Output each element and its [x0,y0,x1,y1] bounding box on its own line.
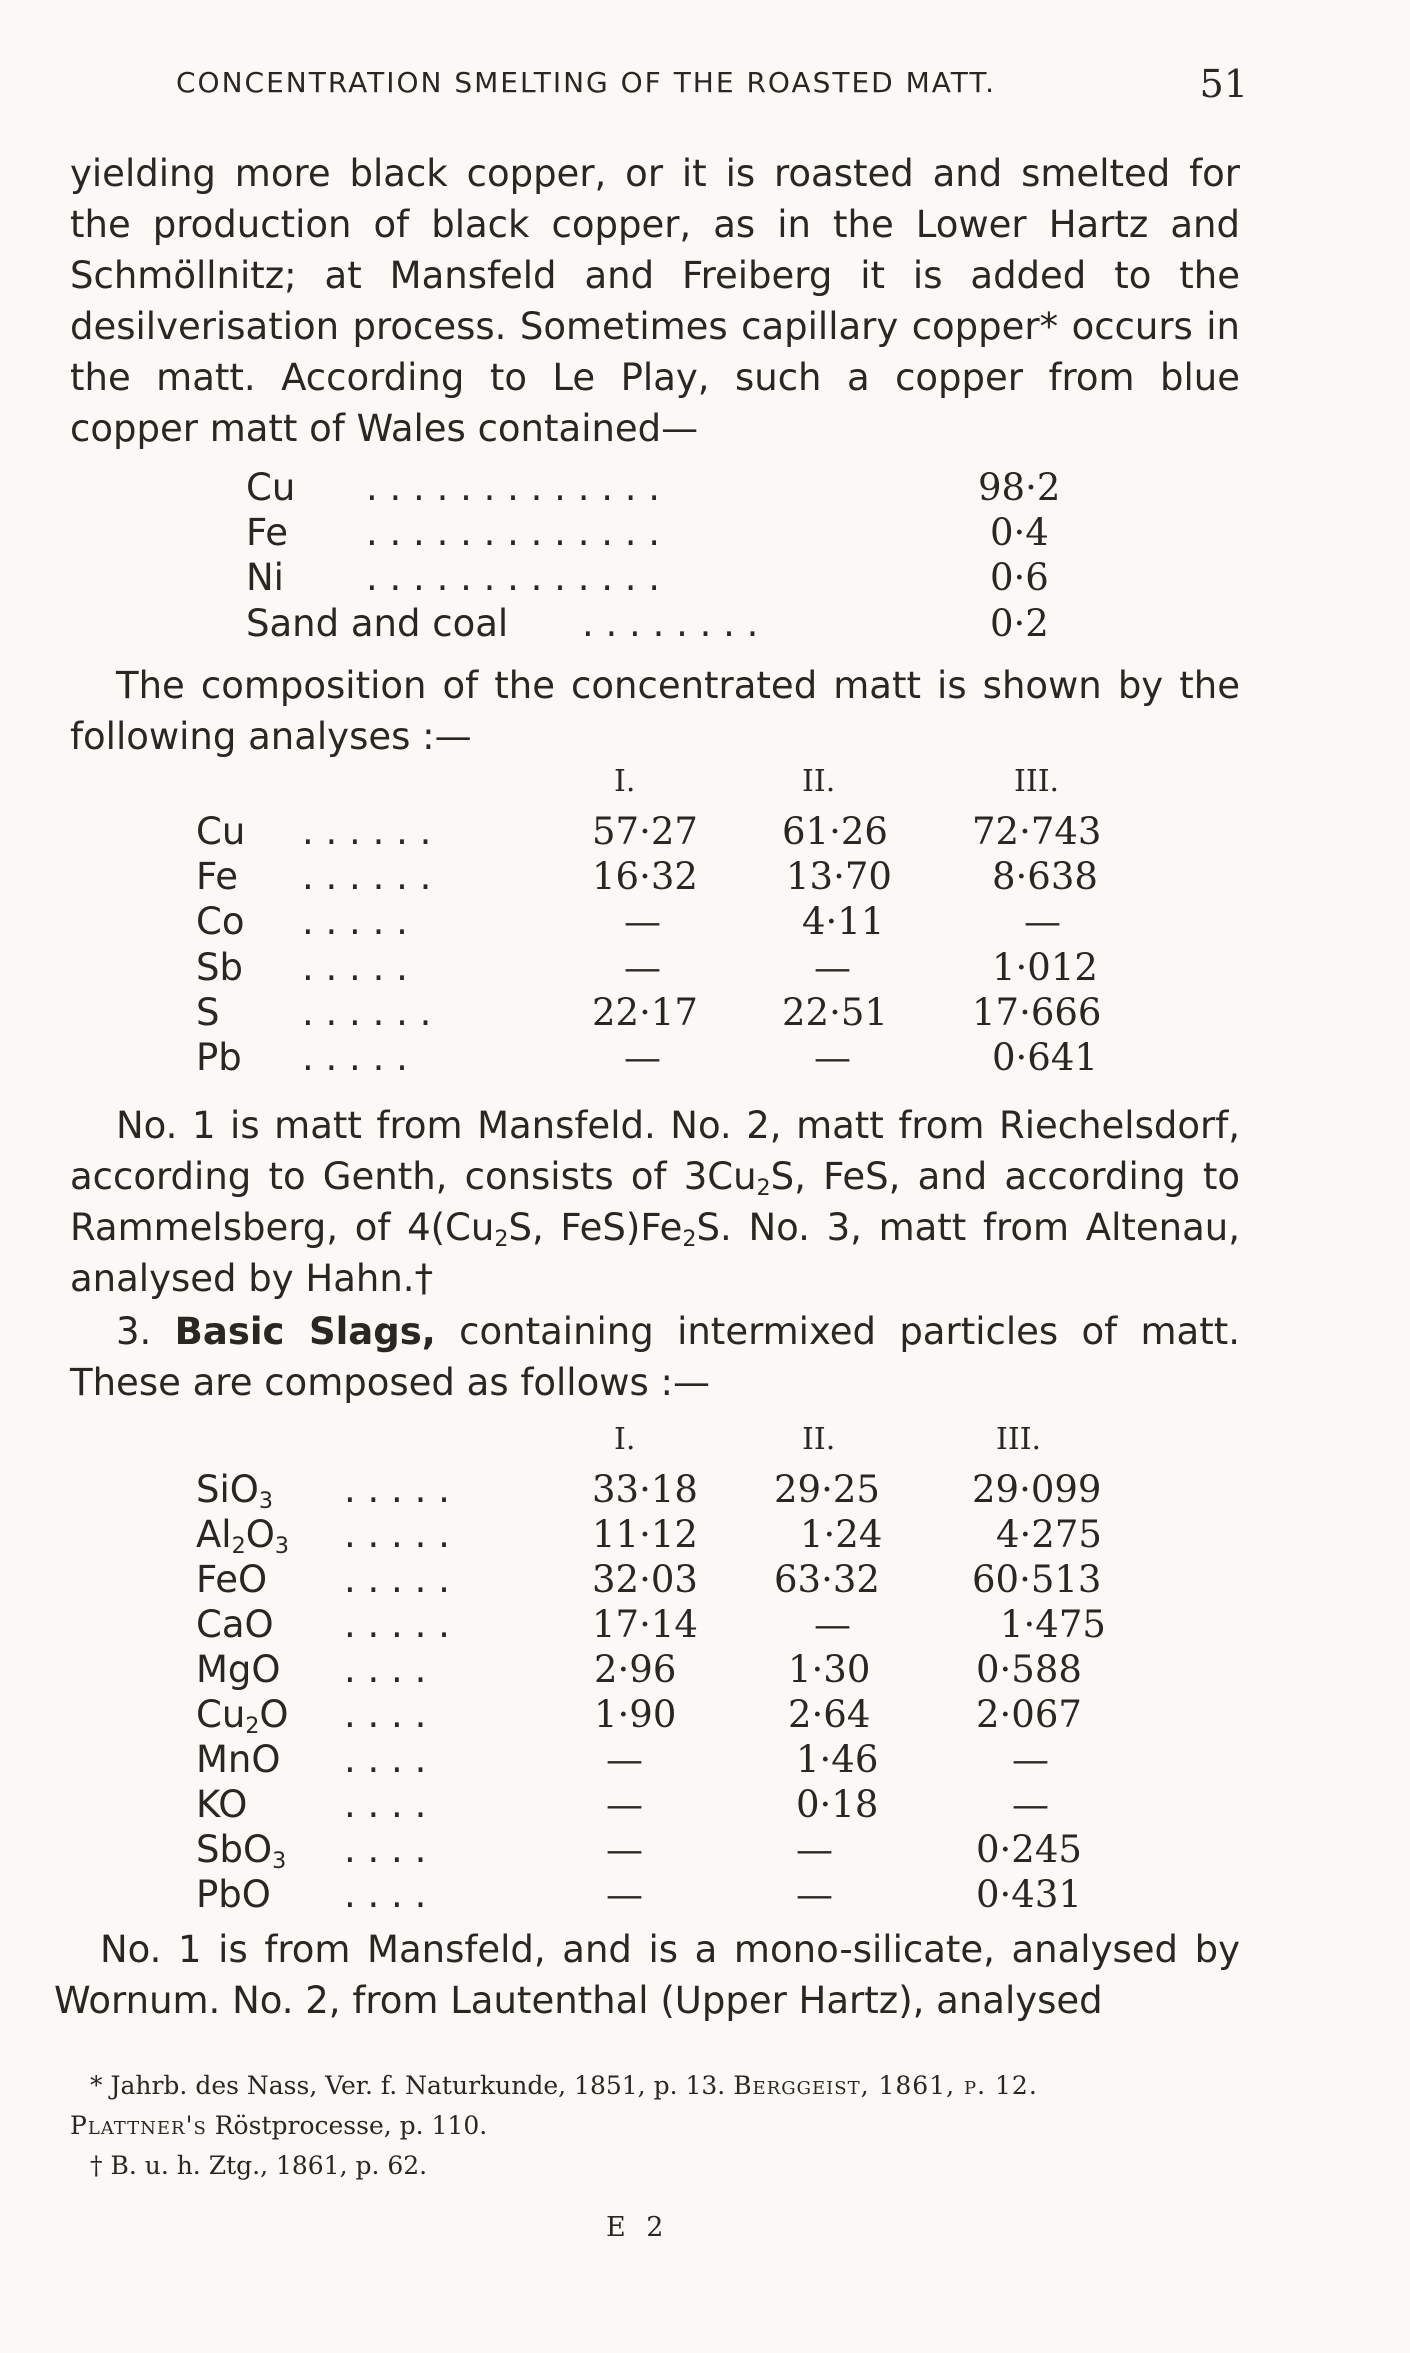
element-label: Pb [196,1036,242,1079]
value-ii: — [814,1603,851,1646]
compound-label: $Cu_2O$ [196,1693,289,1739]
leader-dots: . . . . . . . . . . . . . [366,556,661,599]
value-ii: 29·25 [774,1468,880,1511]
compound-label: $Al_2O_3$ [196,1513,289,1559]
section-number: 3. [116,1310,152,1353]
value-i: 33·18 [592,1468,698,1511]
running-title: CONCENTRATION SMELTING OF THE ROASTED MATT. [176,66,997,99]
value-iii: — [1024,900,1061,943]
leader-dots: . . . . [344,1873,427,1916]
leader-dots: . . . . . [302,946,408,989]
leader-dots: . . . . . [302,1036,408,1079]
value-i: — [624,900,661,943]
compound-label: MgO [196,1648,281,1691]
value-iii: 2·067 [976,1693,1082,1736]
footnote-2: † B. u. h. Ztg., 1861, p. 62. [90,2151,428,2180]
compound-label: SiO$_3$ [196,1468,274,1514]
column-header: I. [614,1422,636,1457]
value-i: 16·32 [592,855,698,898]
value-ii: 2·64 [788,1693,871,1736]
value-ii: 1·30 [788,1648,871,1691]
value-i: — [624,946,661,989]
value-iii: 0·641 [992,1036,1098,1079]
value-ii: 0·18 [796,1783,879,1826]
value-ii: 1·46 [796,1738,879,1781]
value-i: 1·90 [594,1693,677,1736]
leader-dots: . . . . . [344,1513,450,1556]
paragraph-capillary-copper: yielding more black copper, or it is roasted and smelted for the production of black copper, as in the Lower Hartz and Schmöllnitz; at Mansfeld and Freiberg it is added to the desilverisation process. Sometimes capillary copper* occurs in the matt. According to Le Play, such a copper from blue copper matt of Wales contained— [70,152,1240,450]
footnotes [70,2066,1270,2186]
capillary-copper-table [246,466,1106,656]
compound-label: SbO$_3$ [196,1828,287,1874]
leader-dots: . . . . . . . . [582,602,759,645]
value-ii: 4·11 [802,900,885,943]
matt-notes-part-a: No. 1 is matt from Mansfeld. No. 2, matt from Riechelsdorf, according to Genth, consists of 3Cu [70,1104,1240,1198]
value-i: — [606,1783,643,1826]
leader-dots: . . . . [344,1783,427,1826]
value-iii: 17·666 [972,991,1102,1034]
value-ii: 61·26 [782,810,888,853]
value-ii: 1·24 [800,1513,883,1556]
leader-dots: . . . . . [344,1603,450,1646]
element-label: Fe [246,511,289,554]
slag-analyses-table [196,1422,1156,1922]
value-i: 57·27 [592,810,698,853]
leader-dots: . . . . [344,1738,427,1781]
value-iii: 0·245 [976,1828,1082,1871]
value-i: 17·14 [592,1603,698,1646]
compound-label: CaO [196,1603,274,1646]
value-i: — [606,1828,643,1871]
column-header: III. [1014,764,1060,799]
paragraph-slag-notes: No. 1 is from Mansfeld, and is a mono-silicate, analysed by Wornum. No. 2, from Lautenthal (Upper Hartz), analysed [54,1928,1240,2022]
running-header [176,62,1256,106]
element-label: Fe [196,855,239,898]
value-iii: 72·743 [972,810,1102,853]
value-ii: 13·70 [786,855,892,898]
value-i: — [624,1036,661,1079]
basic-slags-text: containing intermixed particles of matt. These are composed as follows :— [70,1310,1240,1404]
leader-dots: . . . . [344,1693,427,1736]
section-heading: Basic Slags, [174,1310,436,1353]
footnote-1: * Jahrb. des Nass, Ver. f. Naturkunde, 1851, p. 13. Berggeist, 1861, p. 12. [90,2071,1038,2100]
column-header: II. [802,1422,836,1457]
value-i: 22·17 [592,991,698,1034]
matt-notes-part-c: S, FeS)Fe [508,1206,683,1249]
value-iii: 4·275 [996,1513,1102,1556]
matt-notes-part-d: S. No. 3, matt from Altenau, analysed by Hahn.† [70,1206,1240,1300]
element-label: S [196,991,220,1034]
signature-mark: E 2 [606,2212,670,2243]
column-header: I. [614,764,636,799]
paragraph-basic-slags [70,1306,1240,1408]
value-i: 2·96 [594,1648,677,1691]
value-iii: — [1012,1738,1049,1781]
leader-dots: . . . . . . . . . . . . . [366,511,661,554]
element-label: Sb [196,946,243,989]
element-label: Cu [246,466,296,509]
page-number: 51 [1199,62,1248,106]
leader-dots: . . . . [344,1828,427,1871]
value-ii: — [796,1828,833,1871]
compound-label: KO [196,1783,248,1826]
value: 98·2 [978,466,1061,509]
value-iii: 0·431 [976,1873,1082,1916]
compound-label: MnO [196,1738,281,1781]
value-i: — [606,1738,643,1781]
column-header: III. [996,1422,1042,1457]
value-iii: 0·588 [976,1648,1082,1691]
value-i: — [606,1873,643,1916]
value-iii: 1·012 [992,946,1098,989]
column-header: II. [802,764,836,799]
matt-notes-part-b: S, FeS, and according to Rammelsberg, of 4(Cu [70,1155,1240,1249]
value-iii: 8·638 [992,855,1098,898]
subscript: 2 [494,1226,509,1252]
value-iii: — [1012,1783,1049,1826]
matt-analyses-table [196,764,1156,1094]
leader-dots: . . . . . [344,1468,450,1511]
element-label: Co [196,900,245,943]
leader-dots: . . . . . [344,1558,450,1601]
value-ii: 22·51 [782,991,888,1034]
paragraph-matt-analyses-intro: The composition of the concentrated matt is shown by the following analyses :— [70,664,1240,758]
value: 0·6 [990,556,1049,599]
leader-dots: . . . . . [302,900,408,943]
value-iii: 1·475 [1000,1603,1106,1646]
value: 0·4 [990,511,1049,554]
leader-dots: . . . . [344,1648,427,1691]
value-i: 11·12 [592,1513,698,1556]
value-i: 32·03 [592,1558,698,1601]
element-label: Ni [246,556,284,599]
leader-dots: . . . . . . . . . . . . . [366,466,661,509]
compound-label: PbO [196,1873,271,1916]
element-label: Sand and coal [246,602,509,645]
value: 0·2 [990,602,1049,645]
leader-dots: . . . . . . [302,810,432,853]
leader-dots: . . . . . . [302,991,432,1034]
subscript: 2 [682,1226,697,1252]
value-ii: — [814,1036,851,1079]
subscript: 2 [756,1175,771,1201]
value-iii: 60·513 [972,1558,1102,1601]
paragraph-matt-notes [70,1100,1240,1304]
value-iii: 29·099 [972,1468,1102,1511]
value-ii: — [796,1873,833,1916]
footnote-1-cont: Plattner's Röstprocesse, p. 110. [70,2111,488,2140]
value-ii: 63·32 [774,1558,880,1601]
value-ii: — [814,946,851,989]
compound-label: FeO [196,1558,268,1601]
element-label: Cu [196,810,246,853]
leader-dots: . . . . . . [302,855,432,898]
